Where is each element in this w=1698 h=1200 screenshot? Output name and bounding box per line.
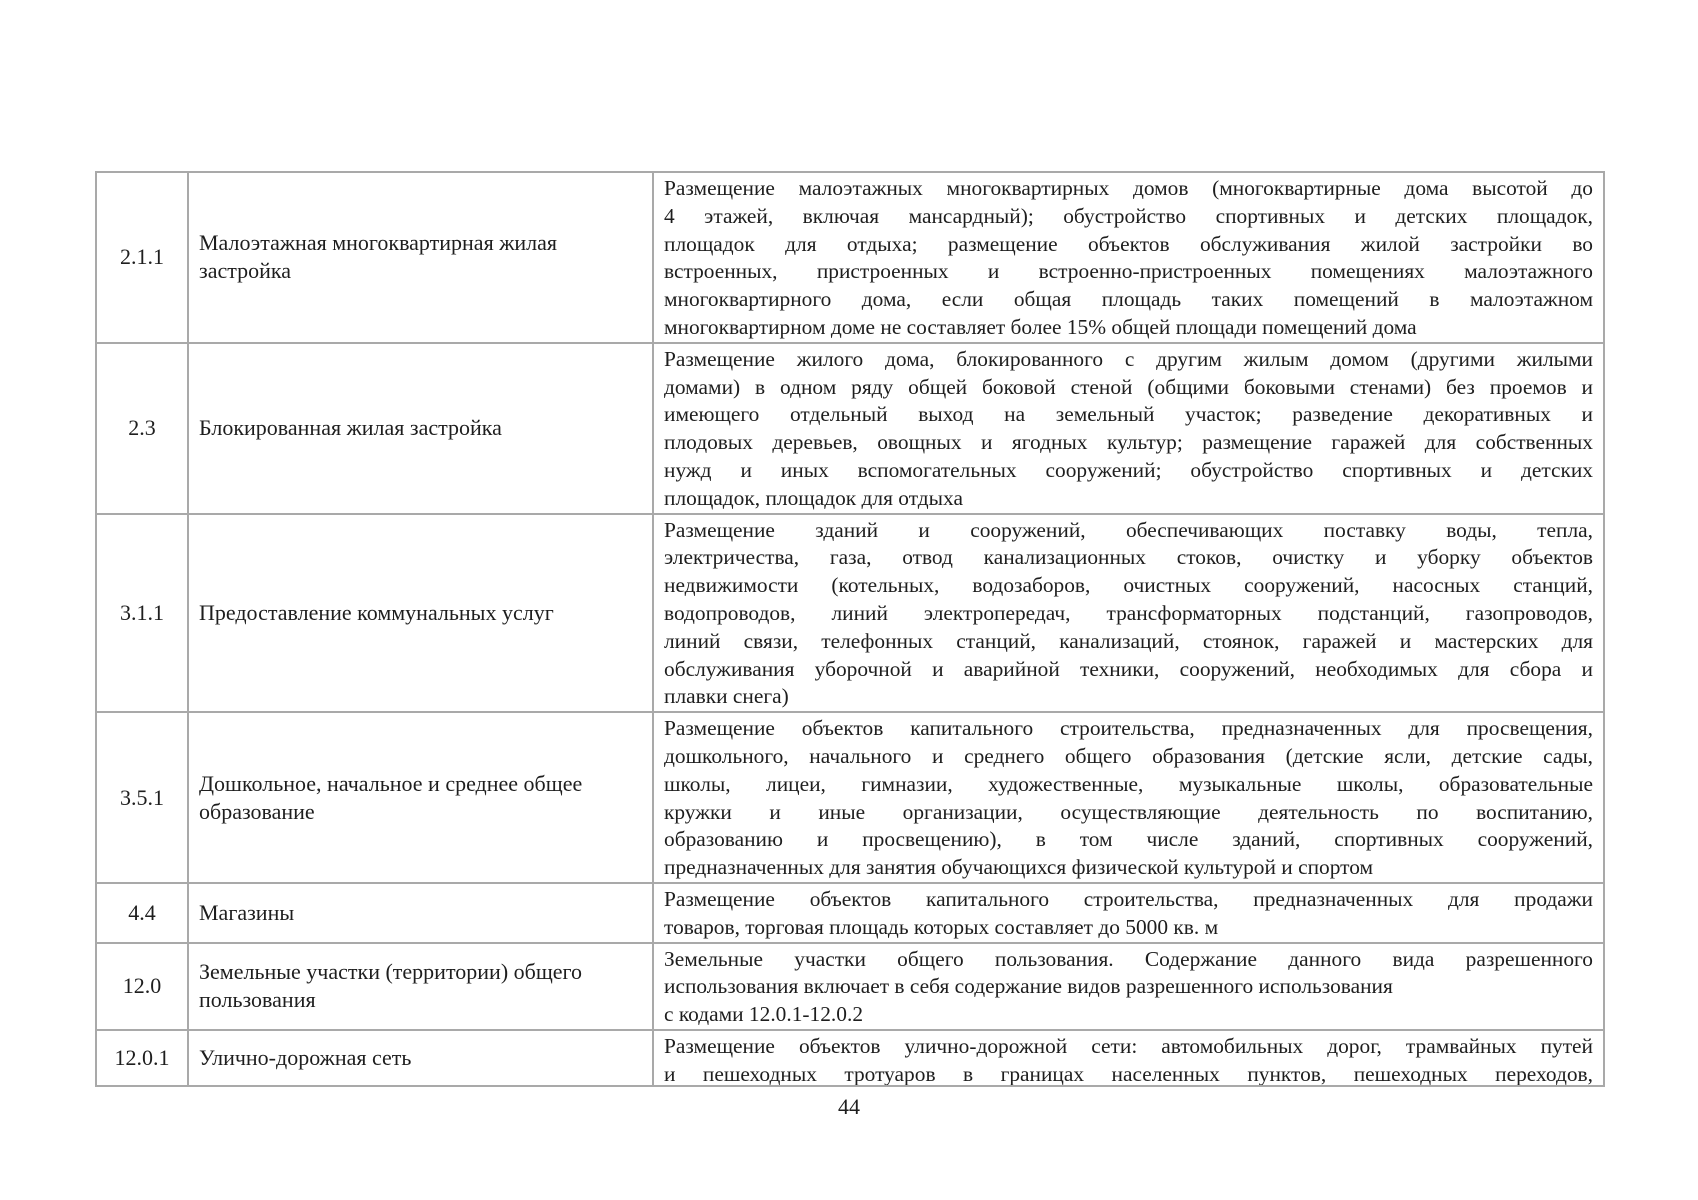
table-row bbox=[96, 712, 1604, 883]
use-name: Предоставление коммунальных услуг bbox=[188, 514, 653, 713]
use-name: Земельные участки (территории) общего пользования bbox=[188, 943, 653, 1030]
table-body bbox=[96, 172, 1604, 1086]
use-name: Улично-дорожная сеть bbox=[188, 1030, 653, 1086]
description-line: недвижимости (котельных, водозаборов, очистных сооружений, насосных станций, bbox=[664, 573, 1593, 598]
table-row bbox=[96, 514, 1604, 713]
use-description bbox=[653, 712, 1604, 883]
table-row bbox=[96, 883, 1604, 943]
use-code: 2.3 bbox=[96, 343, 188, 514]
description-line: линий связи, телефонных станций, канализаций, стоянок, гаражей и мастерских для bbox=[664, 628, 1593, 653]
description-line: школы, лицеи, гимназии, художественные, музыкальные школы, образовательные bbox=[664, 771, 1593, 796]
description-line: электричества, газа, отвод канализационных стоков, очистку и уборку объектов bbox=[664, 545, 1593, 570]
description-line: плодовых деревьев, овощных и ягодных культур; размещение гаражей для собственных bbox=[664, 430, 1593, 455]
description-line: товаров, торговая площадь которых составляет до 5000 кв. м bbox=[664, 914, 1219, 939]
description-line: дошкольного, начального и среднего общего образования (детские ясли, детские сады, bbox=[664, 743, 1593, 768]
description-line: образованию и просвещению), в том числе зданий, спортивных сооружений, bbox=[664, 827, 1593, 852]
table-row bbox=[96, 343, 1604, 514]
use-description bbox=[653, 1030, 1604, 1086]
description-line: предназначенных для занятия обучающихся физической культурой и спортом bbox=[664, 855, 1374, 880]
land-use-table bbox=[95, 171, 1605, 1087]
description-line: обслуживания уборочной и аварийной техники, сооружений, необходимых для сбора и bbox=[664, 656, 1593, 681]
description-line: Земельные участки общего пользования. Содержание данного вида разрешенного bbox=[664, 946, 1593, 971]
description-line: Размещение объектов капитального строительства, предназначенных для продажи bbox=[664, 886, 1593, 911]
use-code: 3.5.1 bbox=[96, 712, 188, 883]
description-line: многоквартирного дома, если общая площадь таких помещений в малоэтажном bbox=[664, 287, 1593, 312]
use-code: 12.0.1 bbox=[96, 1030, 188, 1086]
use-code: 12.0 bbox=[96, 943, 188, 1030]
description-line: водопроводов, линий электропередач, трансформаторных подстанций, газопроводов, bbox=[664, 600, 1593, 625]
description-line: площадок, площадок для отдыха bbox=[664, 485, 963, 510]
use-name: Блокированная жилая застройка bbox=[188, 343, 653, 514]
description-line: встроенных, пристроенных и встроенно-пристроенных помещениях малоэтажного bbox=[664, 259, 1593, 284]
description-line: Размещение объектов улично-дорожной сети: автомобильных дорог, трамвайных путей bbox=[664, 1033, 1593, 1058]
description-line: Размещение малоэтажных многоквартирных домов (многоквартирные дома высотой до bbox=[664, 176, 1593, 200]
table-row bbox=[96, 172, 1604, 343]
description-line: кружки и иные организации, осуществляющие деятельность по воспитанию, bbox=[664, 799, 1593, 824]
use-description bbox=[653, 943, 1604, 1030]
description-line: многоквартирном доме не составляет более 15% общей площади помещений дома bbox=[664, 314, 1417, 339]
table-row bbox=[96, 1030, 1604, 1086]
use-code: 3.1.1 bbox=[96, 514, 188, 713]
description-line: Размещение зданий и сооружений, обеспечивающих поставку воды, тепла, bbox=[664, 517, 1593, 542]
description-line: использования включает в себя содержание видов разрешенного использования bbox=[664, 974, 1393, 999]
description-line: нужд и иных вспомогательных сооружений; обустройство спортивных и детских bbox=[664, 457, 1593, 482]
use-description bbox=[653, 343, 1604, 514]
description-line: 4 этажей, включая мансардный); обустройство спортивных и детских площадок, bbox=[664, 203, 1593, 228]
use-name: Малоэтажная многоквартирная жилая застройка bbox=[188, 172, 653, 343]
description-line: и пешеходных тротуаров в границах населенных пунктов, пешеходных переходов, bbox=[664, 1061, 1593, 1085]
use-name: Магазины bbox=[188, 883, 653, 943]
use-name: Дошкольное, начальное и среднее общее образование bbox=[188, 712, 653, 883]
use-description bbox=[653, 514, 1604, 713]
table-row bbox=[96, 943, 1604, 1030]
description-line: Размещение жилого дома, блокированного с другим жилым домом (другими жилыми bbox=[664, 346, 1593, 371]
description-line: имеющего отдельный выход на земельный участок; разведение декоративных и bbox=[664, 402, 1593, 427]
description-line: Размещение объектов капитального строительства, предназначенных для просвещения, bbox=[664, 716, 1593, 741]
use-code: 2.1.1 bbox=[96, 172, 188, 343]
use-description bbox=[653, 883, 1604, 943]
page-number: 44 bbox=[838, 1094, 860, 1119]
description-line: домами) в одном ряду общей боковой стеной (общими боковыми стенами) без проемов и bbox=[664, 374, 1593, 399]
use-description bbox=[653, 172, 1604, 343]
description-line: плавки снега) bbox=[664, 684, 789, 709]
description-line: с кодами 12.0.1-12.0.2 bbox=[664, 1002, 864, 1027]
description-clip bbox=[664, 1033, 1593, 1085]
description-line: площадок для отдыха; размещение объектов обслуживания жилой застройки во bbox=[664, 231, 1593, 256]
use-code: 4.4 bbox=[96, 883, 188, 943]
